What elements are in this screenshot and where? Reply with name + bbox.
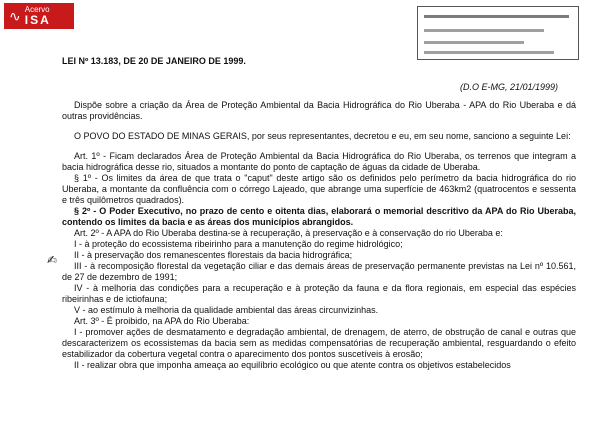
enactment-clause: O POVO DO ESTADO DE MINAS GERAIS, por seus representantes, decretou e eu, em seu nome, sanciono a seguinte Lei: bbox=[74, 131, 571, 141]
margin-mark-icon: ✍ bbox=[47, 253, 58, 267]
law-title: LEI Nº 13.183, DE 20 DE JANEIRO DE 1999. bbox=[62, 56, 246, 66]
article-2-item-iv: IV - à melhoria das condições para a recuperação e à proteção da fauna e da flora regionais, em especial das espécies ribeirinhas e de ictiofauna; bbox=[62, 283, 576, 304]
article-2: Art. 2º - A APA do Rio Uberaba destina-se à recuperação, à preservação e à conservação do rio Uberaba e: bbox=[74, 228, 503, 238]
article-2-item-ii: II - à preservação dos remanescentes florestais da bacia hidrográfica; bbox=[74, 250, 353, 260]
registration-stamp bbox=[417, 6, 579, 60]
article-2-item-iii: III - à recomposição florestal da vegetação ciliar e das demais áreas de preservação permanente previstas na Lei nº 10.561, de 27 de dezembro de 1991; bbox=[62, 261, 576, 282]
article-1-paragraph-2: § 2º - O Poder Executivo, no prazo de cento e oitenta dias, elaborará o memorial descritivo da APA do Rio Uberaba, contendo os limites da bacia e as áreas dos municípios abrangidos. bbox=[62, 206, 576, 227]
wave-icon: ∿ bbox=[9, 8, 21, 24]
stamp-line bbox=[424, 41, 524, 44]
logo-isa: ISA bbox=[24, 13, 51, 27]
article-3-item-i: I - promover ações de desmatamento e degradação ambiental, de drenagem, de aterro, de obstrução de canal e outras que descaracterizem os ecossistemas da bacia sem as medidas compensatórias de recuperação ambiental, resguardando o efeito estabilizador da cobertura vegetal contra o aparecimento dos pontos suscetíveis à erosão; bbox=[62, 327, 576, 359]
article-1-paragraph-1: § 1º - Os limites da área de que trata o "caput" deste artigo são os definidos pelo perímetro da bacia hidrográfica do rio Uberaba, a montante da confluência com o córrego Lajeado, que abrange uma superfície de 463km2 (quatrocentos e sessenta e três quilômetros quadrados). bbox=[62, 173, 576, 205]
article-3: Art. 3º - É proibido, na APA do Rio Uberaba: bbox=[74, 316, 250, 326]
article-2-item-v: V - ao estímulo à melhoria da qualidade ambiental das áreas circunvizinhas. bbox=[74, 305, 379, 315]
law-body bbox=[62, 100, 576, 371]
stamp-line bbox=[424, 29, 544, 32]
stamp-line bbox=[424, 51, 554, 54]
acervo-isa-logo bbox=[4, 3, 74, 29]
stamp-line bbox=[424, 15, 569, 18]
article-1: Art. 1º - Ficam declarados Área de Proteção Ambiental da Bacia Hidrográfica do Rio Uberaba, os terrenos que integram a bacia hidrográfica desse rio, situados a montante do ponto de captação de águas da cidade de Uberaba. bbox=[62, 151, 576, 172]
article-3-item-ii: II - realizar obra que imponha ameaça ao equilíbrio ecológico ou que atente contra os objetivos estabelecidos bbox=[74, 360, 511, 370]
publication-source: (D.O E-MG, 21/01/1999) bbox=[460, 82, 559, 92]
logo-text bbox=[25, 6, 51, 26]
ementa: Dispõe sobre a criação da Área de Proteção Ambiental da Bacia Hidrográfica do Rio Uberaba - APA do Rio Uberaba e dá outras providências. bbox=[62, 100, 576, 121]
article-2-item-i: I - à proteção do ecossistema ribeirinho para a manutenção do regime hidrológico; bbox=[74, 239, 403, 249]
logo-acervo: Acervo bbox=[24, 5, 50, 14]
